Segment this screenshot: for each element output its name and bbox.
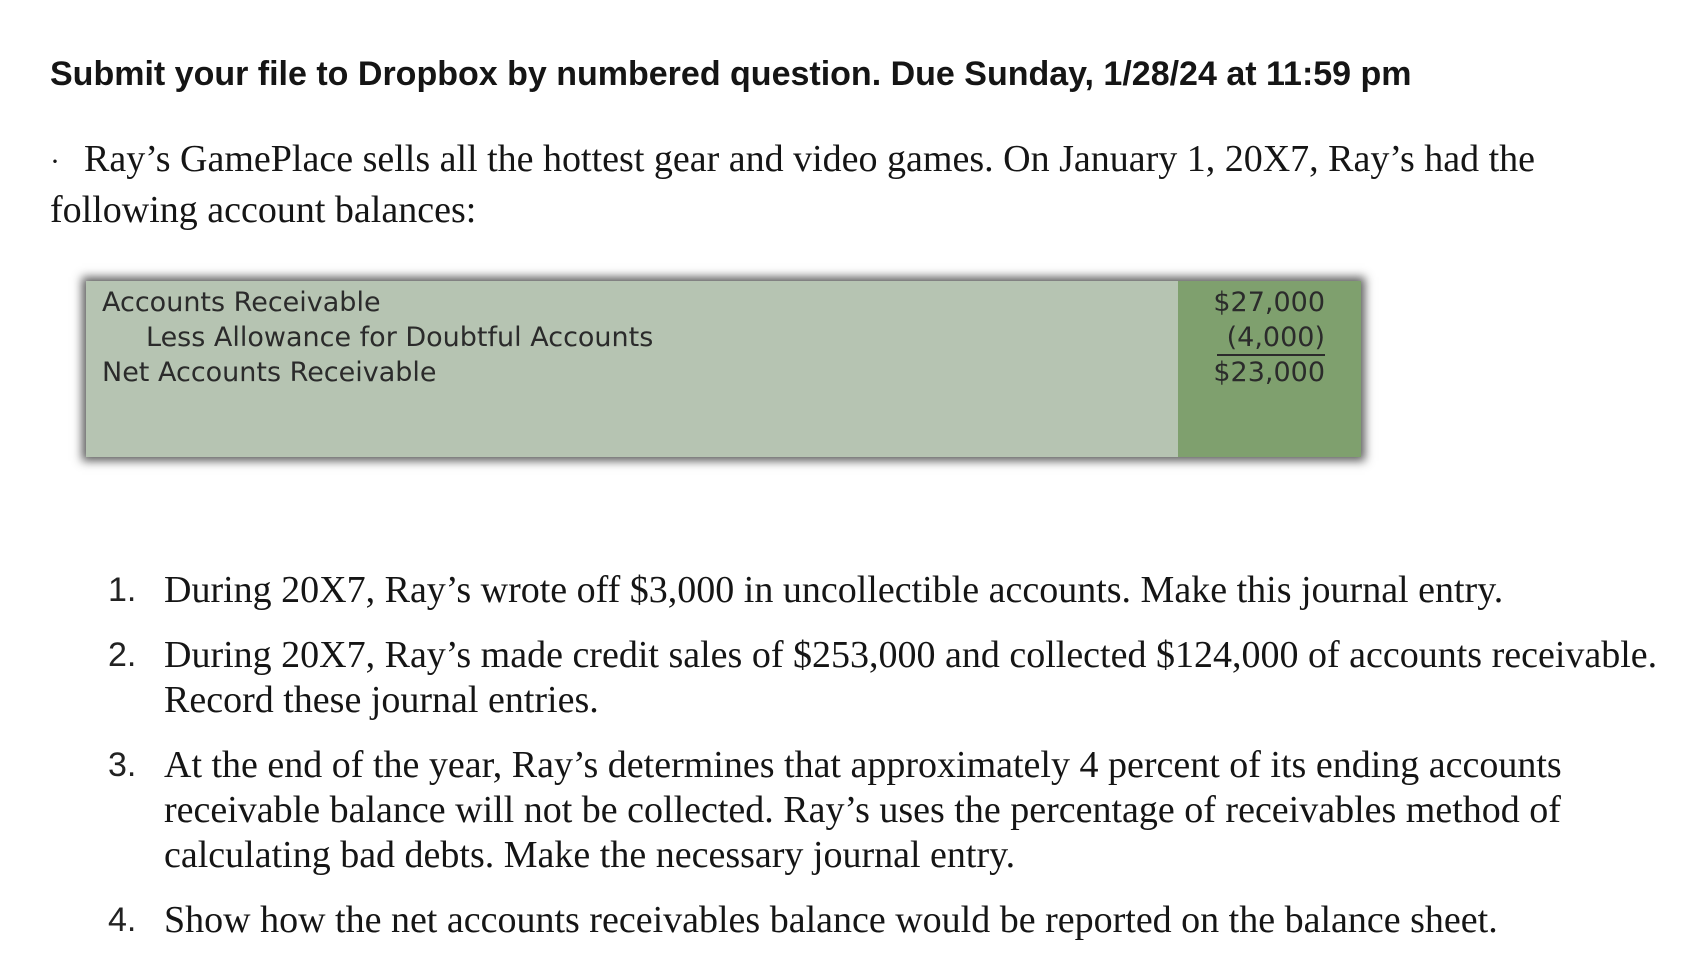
balances-value-column <box>1178 281 1361 457</box>
balances-label-column <box>86 281 1178 457</box>
question-text: During 20X7, Ray’s wrote off $3,000 in uncollectible accounts. Make this journal entry. <box>164 569 1504 611</box>
question-number: 2. <box>108 636 137 674</box>
question-number: 1. <box>108 571 137 609</box>
balance-label-accounts-receivable: Accounts Receivable <box>102 287 381 318</box>
balance-value-accounts-receivable: $27,000 <box>1213 287 1325 318</box>
question-item <box>108 898 1698 943</box>
question-number: 3. <box>108 746 137 784</box>
question-item <box>108 633 1698 723</box>
assignment-heading: Submit your file to Dropbox by numbered question. Due Sunday, 1/28/24 at 11:59 pm <box>50 55 1412 93</box>
question-text: Show how the net accounts receivables balance would be reported on the balance sheet. <box>164 899 1498 941</box>
bullet-marker: · <box>50 145 60 178</box>
question-number: 4. <box>108 901 137 939</box>
question-item <box>108 568 1698 613</box>
question-text: During 20X7, Ray’s made credit sales of $253,000 and collected $124,000 of accounts receivable. Record these journal entries. <box>164 634 1658 721</box>
intro-text: Ray’s GamePlace sells all the hottest gear and video games. On January 1, 20X7, Ray’s had the following account balances: <box>50 138 1536 231</box>
question-item <box>108 743 1698 878</box>
balance-label-allowance: Less Allowance for Doubtful Accounts <box>146 322 654 353</box>
account-balances-table <box>86 281 1361 457</box>
balance-label-net-receivable: Net Accounts Receivable <box>102 357 437 388</box>
intro-paragraph <box>50 135 1670 234</box>
balance-value-allowance: (4,000) <box>1217 322 1325 356</box>
question-list <box>108 568 1698 963</box>
question-text: At the end of the year, Ray’s determines that approximately 4 percent of its ending accounts receivable balance will not be collected. Ray’s uses the percentage of receivables method of calculating bad debts. Make the necessary journal entry. <box>164 744 1562 876</box>
balance-value-net-receivable: $23,000 <box>1213 357 1325 388</box>
